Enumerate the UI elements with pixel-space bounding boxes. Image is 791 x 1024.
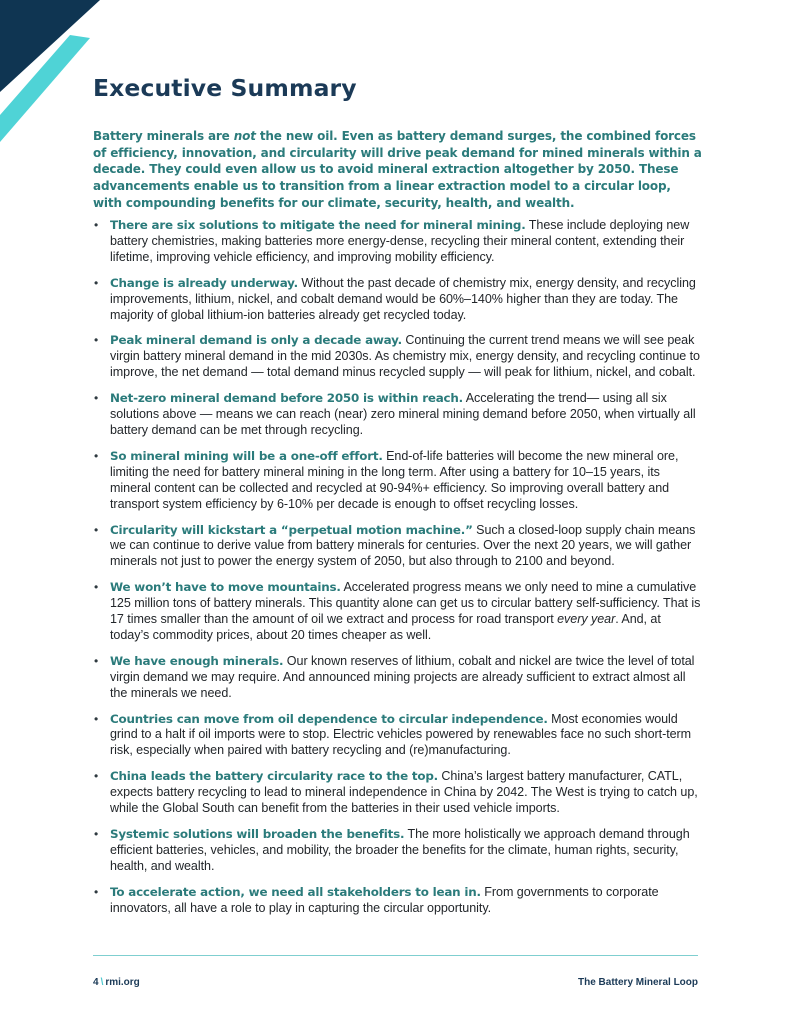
bullet-dot-icon: • [94,884,99,899]
bullet-heading: Peak mineral demand is only a decade away. [110,333,402,348]
bullet-body: Without the past decade of chemistry mix, energy density, and recycling improvements, lithium, nickel, and cobalt demand would be 60%–140% higher than they are today. The majority of global lithium-ion batteries already get recycled today. [110,275,696,322]
bullet-heading: Countries can move from oil dependence to circular independence. [110,711,548,726]
bullet-body-tail: . And, at today’s commodity prices, about 20 times cheaper as well. [110,612,661,642]
bullet-heading: Systemic solutions will broaden the benefits. [110,827,405,841]
bullet-heading: There are six solutions to mitigate the need for mineral mining. [110,218,526,232]
report-title: The Battery Mineral Loop [577,977,698,988]
bullet-heading: Net-zero mineral demand before 2050 is within reach. [110,391,463,406]
list-item [93,654,703,702]
footer-page-info [93,977,140,988]
footer-divider [93,955,698,956]
bullet-body: Our known reserves of lithium, cobalt and nickel are twice the level of total virgin demand we may require. And announced mining projects are already sufficient to extract almost all the minerals we need. [110,653,695,700]
list-item [93,580,703,644]
bullet-heading: Circularity will kickstart a “perpetual motion machine.” [110,522,473,537]
bullet-dot-icon: • [94,391,99,406]
bullet-body: China’s largest battery manufacturer, CATL, expects battery recycling to lead to mineral independence in China by 2042. The West is trying to catch up, while the Global South can benefit from the batteries in their used vehicle imports. [110,769,698,816]
bullet-heading: So mineral mining will be a one-off effort. [110,448,383,463]
bullet-heading: To accelerate action, we need all stakeholders to lean in. [110,884,481,899]
bullet-heading: We won’t have to move mountains. [110,580,341,595]
footer-separator: \ [100,977,104,988]
bullet-dot-icon: • [94,333,99,348]
list-item [93,712,703,760]
list-item [93,523,703,571]
key-findings-list [93,218,703,927]
bullet-dot-icon: • [94,711,99,726]
bullet-body: From governments to corporate innovators, all have a role to play in capturing the circular opportunity. [110,884,659,915]
bullet-heading: Change is already underway. [110,275,298,290]
list-item [93,885,703,917]
list-item [93,333,703,381]
list-item [93,827,703,875]
lead-emphasis: not [233,129,256,143]
page-title: Executive Summary [93,74,357,102]
bullet-body: These include deploying new battery chemistries, making batteries more energy-dense, recycling their mineral content, extending their lifetime, improving vehicle efficiency, and improving mobility efficiency. [110,218,690,264]
list-item [93,276,703,324]
list-item [93,769,703,817]
site-link[interactable]: rmi.org [105,977,140,988]
page-number: 4 [93,977,99,988]
list-item [93,218,703,266]
list-item [93,449,703,513]
bullet-dot-icon: • [94,275,99,290]
bullet-body: The more holistically we approach demand through efficient batteries, vehicles, and mobility, the broader the benefits for the climate, human rights, security, health, and wealth. [110,827,690,873]
bullet-dot-icon: • [94,218,99,232]
bullet-body: Such a closed-loop supply chain means we can continue to derive value from battery minerals for centuries. Over the next 20 years, we will gather minerals not just to power the energy system of 2050, but also through to 2100 and beyond. [110,522,696,569]
bullet-dot-icon: • [94,827,99,841]
bullet-dot-icon: • [94,769,99,784]
bullet-dot-icon: • [94,653,99,668]
lead-paragraph: Battery minerals are not the new oil. Even as battery demand surges, the combined forces of efficiency, innovation, and circularity will drive peak demand for mined minerals within a decade. They could even allow us to avoid mineral extraction altogether by 2050. These advancements enable us to transition from a linear extraction model to a circular loop, with compounding benefits for our climate, security, health, and wealth. [93,129,702,210]
bullet-heading: We have enough minerals. [110,653,284,668]
bullet-body: Most economies would grind to a halt if oil imports were to stop. Electric vehicles powered by renewables face no such short-term risk, especially when paired with battery recycling and (re)manufacturing. [110,711,692,758]
bullet-body: Accelerating the trend— using all six solutions above — means we can reach (near) zero mineral mining demand before 2050, when virtually all battery demand can be met through recycling. [110,391,696,437]
bullet-body: Continuing the current trend means we will see peak virgin battery mineral demand in the mid 2030s. As chemistry mix, energy density, and recycling continue to improve, the net demand — total demand minus recycled supply — will peak for lithium, nickel, and cobalt. [110,333,700,380]
list-item [93,391,703,439]
bullet-dot-icon: • [94,522,99,537]
bullet-body: Accelerated progress means we only need to mine a cumulative 125 million tons of battery minerals. This quantity alone can get us to circular battery self-sufficiency. That is 17 times smaller than the amount of oil we extract and process for road transport [110,580,701,627]
bullet-dot-icon: • [94,580,99,595]
bullet-body: End-of-life batteries will become the new mineral ore, limiting the need for battery mineral mining in the long term. After using a battery for 10–15 years, its mineral content can be collected and recycled at 90-94%+ efficiency. So improving overall battery and transport system efficiency by 6-10% per decade is enough to offset recycling losses. [110,448,679,511]
bullet-emphasis: every year [557,612,616,627]
bullet-heading: China leads the battery circularity race to the top. [110,769,438,784]
bullet-dot-icon: • [94,448,99,463]
